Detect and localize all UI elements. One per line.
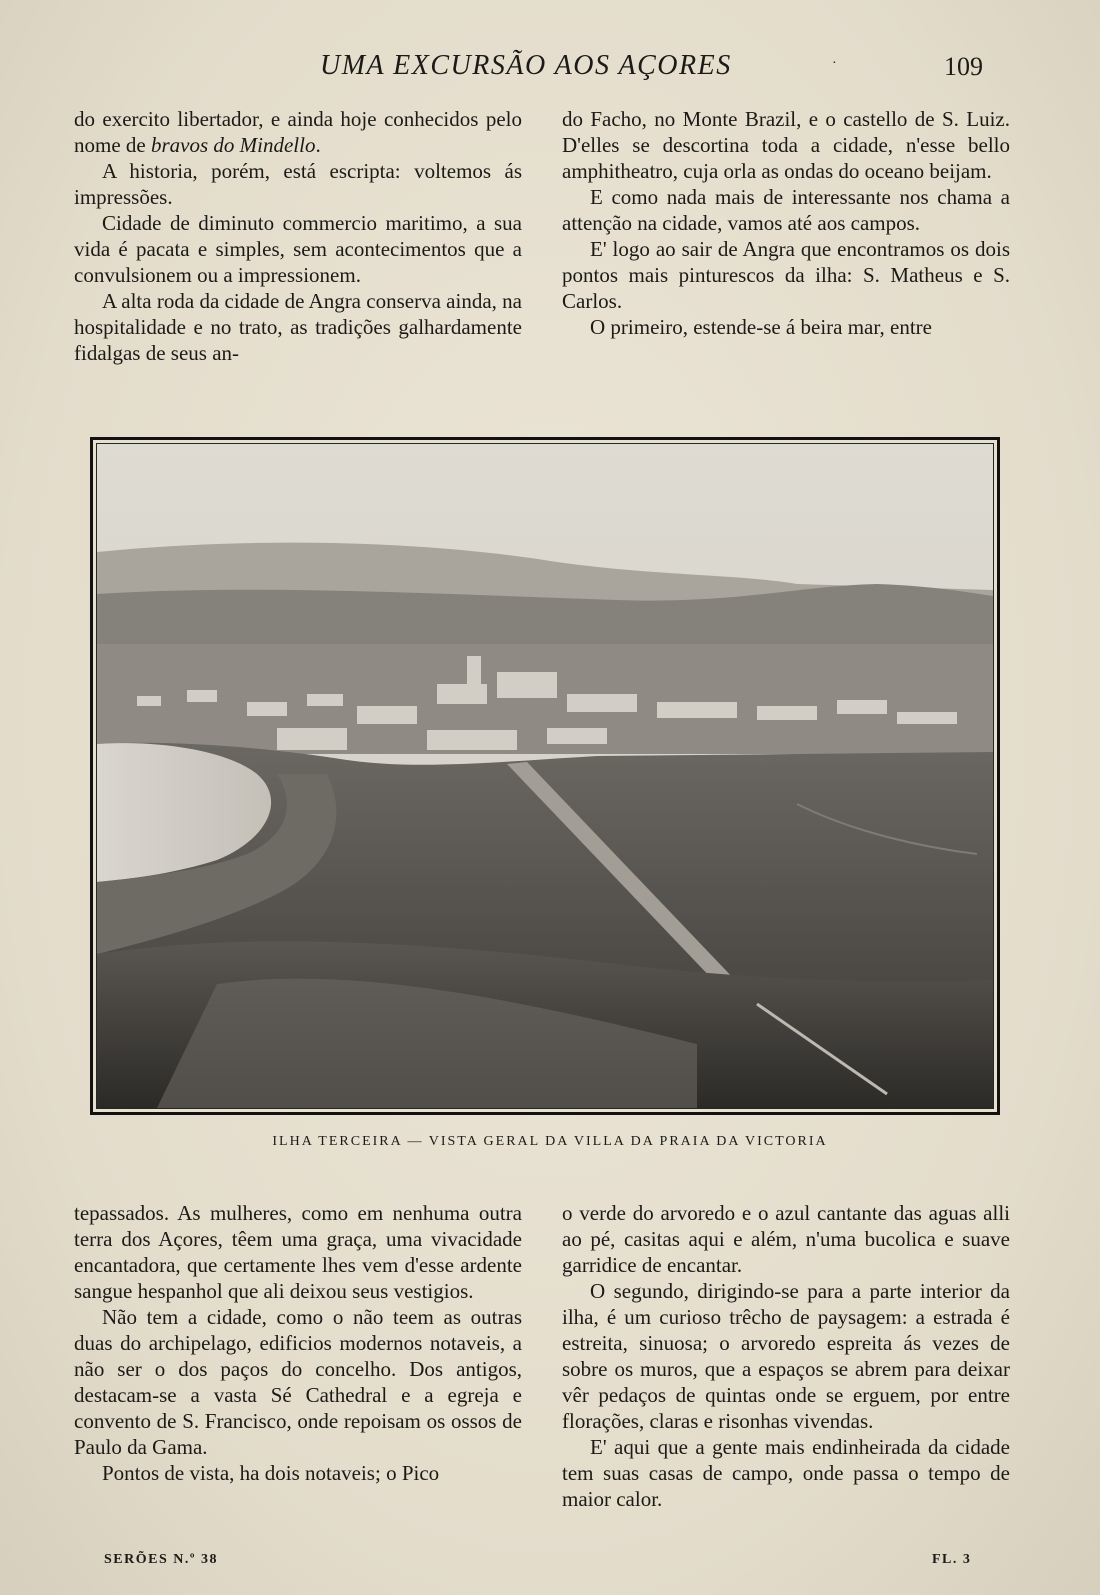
- column-top-right: [562, 106, 1010, 340]
- photograph: [96, 443, 994, 1109]
- printer-signature: SERÕES N.º 38: [104, 1552, 218, 1567]
- column-top-left: [74, 106, 522, 366]
- paragraph: E' aqui que a gente mais endinheirada da cidade tem suas casas de campo, onde passa o tempo de maior calor.: [562, 1435, 1010, 1511]
- emphasis: bravos do Mindello: [150, 133, 316, 157]
- landscape-photo: [97, 444, 993, 1108]
- paragraph: tepassados. As mulheres, como em nenhuma outra terra dos Açores, têem uma graça, uma vivacidade encantadora, que certamente lhes vem d'esse ardente sangue hespanhol que ali deixou seus vestigios.: [74, 1201, 522, 1303]
- paragraph: Pontos de vista, ha dois notaveis; o Pico: [102, 1461, 440, 1485]
- paragraph: E' logo ao sair de Angra que encontramos os dois pontos mais pinturescos da ilha: S. Matheus e S. Carlos.: [562, 237, 1010, 313]
- paragraph: E como nada mais de interessante nos chama a attenção na cidade, vamos até aos campos.: [562, 185, 1010, 235]
- column-bottom-right: [562, 1200, 1010, 1512]
- photograph-plate: [90, 437, 1000, 1115]
- sheet-mark: FL. 3: [932, 1552, 972, 1567]
- paragraph: Cidade de diminuto commercio maritimo, a sua vida é pacata e simples, sem acontecimentos que a convulsionem ou a impressionem.: [74, 211, 522, 287]
- running-head: [0, 50, 1100, 84]
- paragraph: do exercito libertador, e ainda hoje conhecidos pelo nome de bravos do Mindello.: [74, 107, 522, 157]
- paragraph: A historia, porém, está escripta: voltemos ás impressões.: [74, 159, 522, 209]
- paragraph: do Facho, no Monte Brazil, e o castello de S. Luiz. D'elles se descortina toda a cidade, n'esse bello amphitheatro, cuja orla as ondas do oceano beijam.: [562, 107, 1010, 183]
- column-bottom-left: [74, 1200, 522, 1486]
- running-title: UMA EXCURSÃO AOS AÇORES: [320, 50, 732, 81]
- figure-caption: ILHA TERCEIRA — VISTA GERAL DA VILLA DA PRAIA DA VICTORIA: [272, 1134, 828, 1149]
- printer-mark: ·: [832, 56, 837, 71]
- paragraph: o verde do arvoredo e o azul cantante das aguas alli ao pé, casitas aqui e além, n'uma bucolica e suave garridice de encantar.: [562, 1201, 1010, 1277]
- paragraph: Não tem a cidade, como o não teem as outras duas do archipelago, edificios modernos notaveis, a não ser o dos paços do concelho. Dos antigos, destacam-se a vasta Sé Cathedral e a egreja e convento de S. Francisco, onde repoisam os ossos de Paulo da Gama.: [74, 1305, 522, 1459]
- paragraph: O primeiro, estende-se á beira mar, entre: [590, 315, 932, 339]
- paragraph: A alta roda da cidade de Angra conserva ainda, na hospitalidade e no trato, as tradições galhardamente fidalgas de seus an-: [74, 289, 522, 365]
- paragraph: O segundo, dirigindo-se para a parte interior da ilha, é um curioso trêcho de paysagem: a estrada é estreita, sinuosa; o arvoredo espreita ás vezes de sobre os muros, que a espaços se abrem para deixar vêr pedaços de quintas onde se erguem, por entre florações, claras e risonhas vivendas.: [562, 1279, 1010, 1433]
- page-number: 109: [944, 52, 983, 81]
